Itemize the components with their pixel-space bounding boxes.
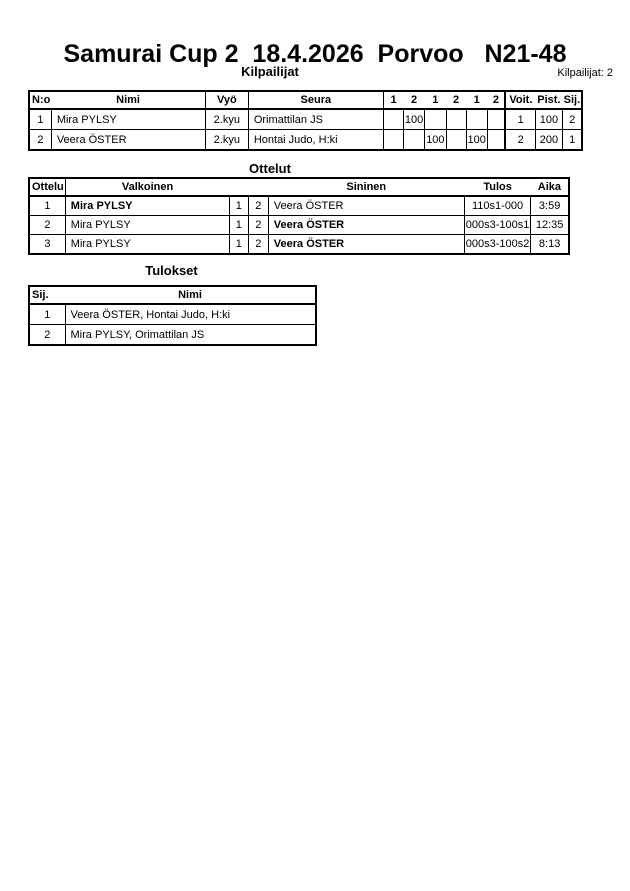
points-cell: 100 <box>535 109 562 130</box>
match-number: 1 <box>29 196 65 216</box>
tulokset-table <box>28 285 317 346</box>
score-cell <box>446 130 466 151</box>
competitor-count-label: Kilpailijat: 2 <box>557 67 613 79</box>
competitor-belt: 2.kyu <box>205 109 248 130</box>
result-row <box>29 304 316 325</box>
match-result: 000s3-100s2 <box>464 235 531 255</box>
competitor-name: Mira PYLSY <box>51 109 205 130</box>
col-header-spacer-1 <box>229 178 248 196</box>
white-competitor: Mira PYLSY <box>65 235 229 255</box>
col-header-score-3: 1 <box>425 91 446 109</box>
col-header-sij: Sij. <box>562 91 582 109</box>
score-cell <box>466 109 487 130</box>
match-number: 2 <box>29 216 65 235</box>
score-cell: 100 <box>425 130 446 151</box>
col-header-nimi: Nimi <box>51 91 205 109</box>
col-header-valkoinen: Valkoinen <box>65 178 229 196</box>
ottelut-section-heading: Ottelut <box>249 161 291 176</box>
white-number-cell: 1 <box>229 235 248 255</box>
col-header-aika: Aika <box>531 178 569 196</box>
competitor-belt: 2.kyu <box>205 130 248 151</box>
col-header-sininen: Sininen <box>268 178 464 196</box>
white-competitor: Mira PYLSY <box>65 216 229 235</box>
competitor-row <box>29 109 582 130</box>
score-cell <box>487 109 505 130</box>
col-header-voit: Voit. <box>505 91 535 109</box>
blue-number-cell: 2 <box>248 235 268 255</box>
match-row <box>29 235 569 255</box>
competitor-name: Veera ÖSTER <box>51 130 205 151</box>
score-cell <box>383 109 403 130</box>
col-header-score-6: 2 <box>487 91 505 109</box>
result-row <box>29 325 316 346</box>
ottelut-header-row <box>29 178 569 196</box>
competitor-club: Hontai Judo, H:ki <box>248 130 383 151</box>
kilpailijat-section-heading: Kilpailijat <box>241 64 299 79</box>
wins-cell: 1 <box>505 109 535 130</box>
result-placement: 2 <box>29 325 65 346</box>
match-row <box>29 216 569 235</box>
result-placement: 1 <box>29 304 65 325</box>
match-result: 000s3-100s1 <box>464 216 531 235</box>
col-header-score-4: 2 <box>446 91 466 109</box>
score-cell: 100 <box>466 130 487 151</box>
col-header-score-2: 2 <box>403 91 424 109</box>
score-cell <box>487 130 505 151</box>
col-header-no: N:o <box>29 91 51 109</box>
match-result: 110s1-000 <box>464 196 531 216</box>
wins-cell: 2 <box>505 130 535 151</box>
score-cell <box>446 109 466 130</box>
page-title: Samurai Cup 2 18.4.2026 Porvoo N21-48 <box>63 40 567 68</box>
blue-number-cell: 2 <box>248 216 268 235</box>
match-time: 3:59 <box>531 196 569 216</box>
kilpailijat-header-row <box>29 91 582 109</box>
blue-competitor: Veera ÖSTER <box>268 235 464 255</box>
col-header-pist: Pist. <box>535 91 562 109</box>
col-header-score-5: 1 <box>466 91 487 109</box>
col-header-ottelu: Ottelu <box>29 178 65 196</box>
match-time: 8:13 <box>531 235 569 255</box>
score-cell <box>383 130 403 151</box>
white-competitor: Mira PYLSY <box>65 196 229 216</box>
col-header-tulos: Tulos <box>464 178 531 196</box>
match-row <box>29 196 569 216</box>
placement-cell: 1 <box>562 130 582 151</box>
col-header-score-1: 1 <box>383 91 403 109</box>
match-number: 3 <box>29 235 65 255</box>
kilpailijat-table <box>28 90 583 151</box>
tulokset-header-row <box>29 286 316 304</box>
blue-number-cell: 2 <box>248 196 268 216</box>
competitor-number: 1 <box>29 109 51 130</box>
col-header-vyo: Vyö <box>205 91 248 109</box>
result-name: Veera ÖSTER, Hontai Judo, H:ki <box>65 304 316 325</box>
col-header-seura: Seura <box>248 91 383 109</box>
score-cell <box>425 109 446 130</box>
points-cell: 200 <box>535 130 562 151</box>
competitor-number: 2 <box>29 130 51 151</box>
score-cell <box>403 130 424 151</box>
white-number-cell: 1 <box>229 196 248 216</box>
ottelut-table <box>28 177 570 255</box>
score-cell: 100 <box>403 109 424 130</box>
col-header-spacer-2 <box>248 178 268 196</box>
col-header-nimi: Nimi <box>65 286 316 304</box>
blue-competitor: Veera ÖSTER <box>268 216 464 235</box>
tulokset-section-heading: Tulokset <box>145 263 198 278</box>
blue-competitor: Veera ÖSTER <box>268 196 464 216</box>
placement-cell: 2 <box>562 109 582 130</box>
competitor-club: Orimattilan JS <box>248 109 383 130</box>
col-header-sij: Sij. <box>29 286 65 304</box>
result-name: Mira PYLSY, Orimattilan JS <box>65 325 316 346</box>
white-number-cell: 1 <box>229 216 248 235</box>
match-time: 12:35 <box>531 216 569 235</box>
competitor-row <box>29 130 582 151</box>
